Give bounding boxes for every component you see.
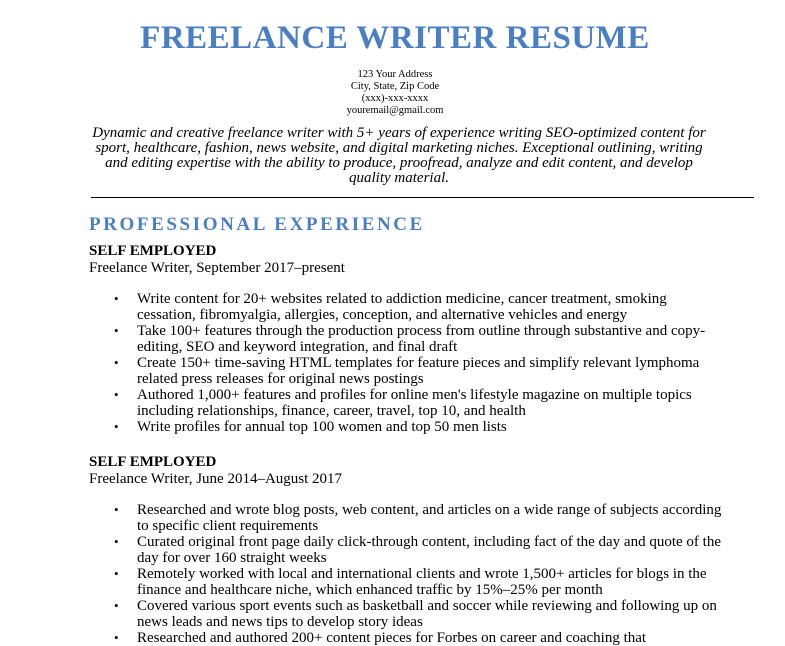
bullet-text: Write content for 20+ websites related to addiction medicine, cancer treatment, smoking cessation, fibromyalgia, allergies, conception, and alternative vehicles and energy [137, 291, 667, 323]
bullet-text: Researched and authored 200+ content pieces for Forbes on career and coaching that [137, 630, 647, 646]
list-item [114, 323, 727, 355]
bullet-text: Take 100+ features through the production process from outline through substantive and copy-editing, SEO and keyword integration, and final draft [137, 323, 706, 355]
bullet-text: Covered various sport events such as basketball and soccer while reviewing and following up on news leads and news tips to develop story ideas [137, 598, 717, 630]
list-item [114, 291, 727, 323]
section-heading-experience: PROFESSIONAL EXPERIENCE [89, 214, 425, 235]
bullet-text: Authored 1,000+ features and profiles for online men's lifestyle magazine on multiple topics including relationships, finance, career, travel, top 10, and health [137, 387, 692, 419]
bullet-icon: • [114, 419, 119, 434]
bullet-icon: • [114, 598, 119, 613]
contact-block [0, 68, 785, 116]
list-item [114, 419, 727, 435]
job-employer: SELF EMPLOYED [89, 243, 217, 259]
bullet-text: Write profiles for annual top 100 women and top 50 men lists [137, 419, 507, 435]
list-item [114, 534, 727, 566]
job-role: Freelance Writer, September 2017–present [89, 260, 345, 276]
contact-city: City, State, Zip Code [350, 81, 440, 92]
job-employer: SELF EMPLOYED [89, 454, 217, 470]
job-bullets [114, 291, 727, 435]
bullet-icon: • [114, 534, 119, 549]
job-entry [89, 454, 729, 646]
bullet-text: Curated original front page daily click-through content, including fact of the day and quote of the day for over 160 straight weeks [137, 534, 721, 566]
list-item [114, 566, 727, 598]
bullet-icon: • [114, 566, 119, 581]
summary-paragraph: Dynamic and creative freelance writer with 5+ years of experience writing SEO-optimized content for sport, healthcare, fashion, news website, and digital marketing niches. Exceptional outlining, writing and editing expertise with the ability to produce, proofread, analyze and edit content, and develop quality material. [92, 125, 706, 186]
contact-phone: (xxx)-xxx-xxxx [361, 93, 429, 104]
bullet-text: Remotely worked with local and international clients and wrote 1,500+ articles for blogs in the finance and healthcare niche, which enhanced traffic by 15%–25% per month [137, 566, 707, 598]
resume-title: FREELANCE WRITER RESUME [140, 20, 650, 56]
contact-address: 123 Your Address [357, 69, 433, 80]
list-item [114, 502, 727, 534]
job-role: Freelance Writer, June 2014–August 2017 [89, 471, 343, 487]
job-entry [89, 243, 729, 435]
bullet-icon: • [114, 387, 119, 402]
list-item [114, 355, 727, 387]
bullet-icon: • [114, 502, 119, 517]
list-item [114, 630, 727, 646]
bullet-text: Researched and wrote blog posts, web content, and articles on a wide range of subjects according to specific client requirements [137, 502, 722, 534]
contact-email: youremail@gmail.com [346, 105, 444, 116]
bullet-icon: • [114, 323, 119, 338]
divider-rule [91, 197, 754, 198]
job-bullets [114, 502, 727, 646]
bullet-icon: • [114, 291, 119, 306]
list-item [114, 598, 727, 630]
list-item [114, 387, 727, 419]
bullet-icon: • [114, 630, 119, 645]
bullet-icon: • [114, 355, 119, 370]
bullet-text: Create 150+ time-saving HTML templates for feature pieces and simplify relevant lymphoma related press releases for original news postings [137, 355, 700, 387]
